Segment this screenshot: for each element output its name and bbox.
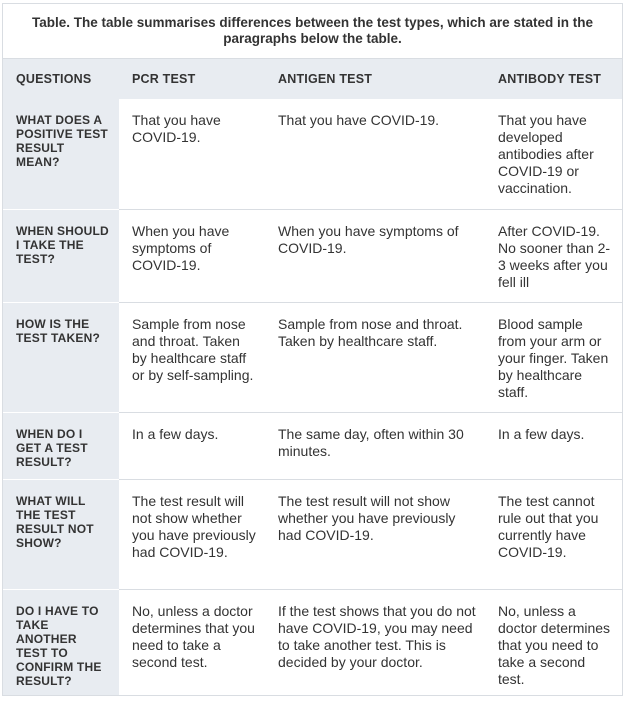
row-question: WHAT WILL THE TEST RESULT NOT SHOW? (3, 479, 119, 589)
cell-antibody: No, unless a doctor determines that you need to take a second test. (498, 602, 611, 687)
table-row (3, 479, 622, 589)
table-caption: Table. The table summarises differences between the test types, which are stated in the paragraphs below the table. (3, 4, 622, 59)
cell-antigen: That you have COVID-19. (265, 99, 485, 209)
cell-antibody: That you have developed antibodies after COVID-19 or vaccination. (485, 99, 622, 209)
cell-pcr: The test result will not show whether you have previously had COVID-19. (119, 479, 265, 589)
cell-antigen: The same day, often within 30 minutes. (265, 412, 485, 479)
cell-pcr: In a few days. (119, 412, 265, 479)
table-row (3, 302, 622, 412)
header-pcr-test: PCR TEST (119, 59, 265, 99)
cell-antigen: When you have symptoms of COVID-19. (265, 209, 485, 302)
cell-pcr: When you have symptoms of COVID-19. (119, 209, 265, 302)
table-row (3, 412, 622, 479)
cell-antigen: Sample from nose and throat. Taken by healthcare staff. (265, 302, 485, 412)
row-question: WHEN SHOULD I TAKE THE TEST? (3, 209, 119, 302)
header-antigen-test: ANTIGEN TEST (265, 59, 485, 99)
header-questions: QUESTIONS (3, 59, 119, 99)
row-question: WHEN DO I GET A TEST RESULT? (3, 412, 119, 479)
cell-pcr: That you have COVID-19. (119, 99, 265, 209)
row-question: DO I HAVE TO TAKE ANOTHER TEST TO CONFIRM THE RESULT? (3, 589, 119, 695)
row-question: HOW IS THE TEST TAKEN? (3, 302, 119, 412)
table-row (3, 589, 622, 695)
table-header-row (3, 59, 622, 99)
comparison-table-container (2, 3, 623, 696)
cell-antigen: If the test shows that you do not have COVID-19, you may need to take another test. This is decided by your doctor. (278, 602, 476, 670)
cell-antibody: Blood sample from your arm or your finger. Taken by healthcare staff. (485, 302, 622, 412)
cell-antibody: The test cannot rule out that you currently have COVID-19. (485, 479, 622, 589)
cell-pcr: Sample from nose and throat. Taken by healthcare staff or by self-sampling. (119, 302, 265, 412)
cell-antibody: After COVID-19. No sooner than 2-3 weeks after you fell ill (485, 209, 622, 302)
cell-antigen: The test result will not show whether you have previously had COVID-19. (265, 479, 485, 589)
table-row (3, 99, 622, 209)
test-comparison-table (3, 59, 622, 695)
header-antibody-test: ANTIBODY TEST (485, 59, 622, 99)
row-question: WHAT DOES A POSITIVE TEST RESULT MEAN? (3, 99, 119, 209)
table-row (3, 209, 622, 302)
cell-antibody: In a few days. (485, 412, 622, 479)
cell-pcr: No, unless a doctor determines that you need to take a second test. (132, 602, 255, 670)
